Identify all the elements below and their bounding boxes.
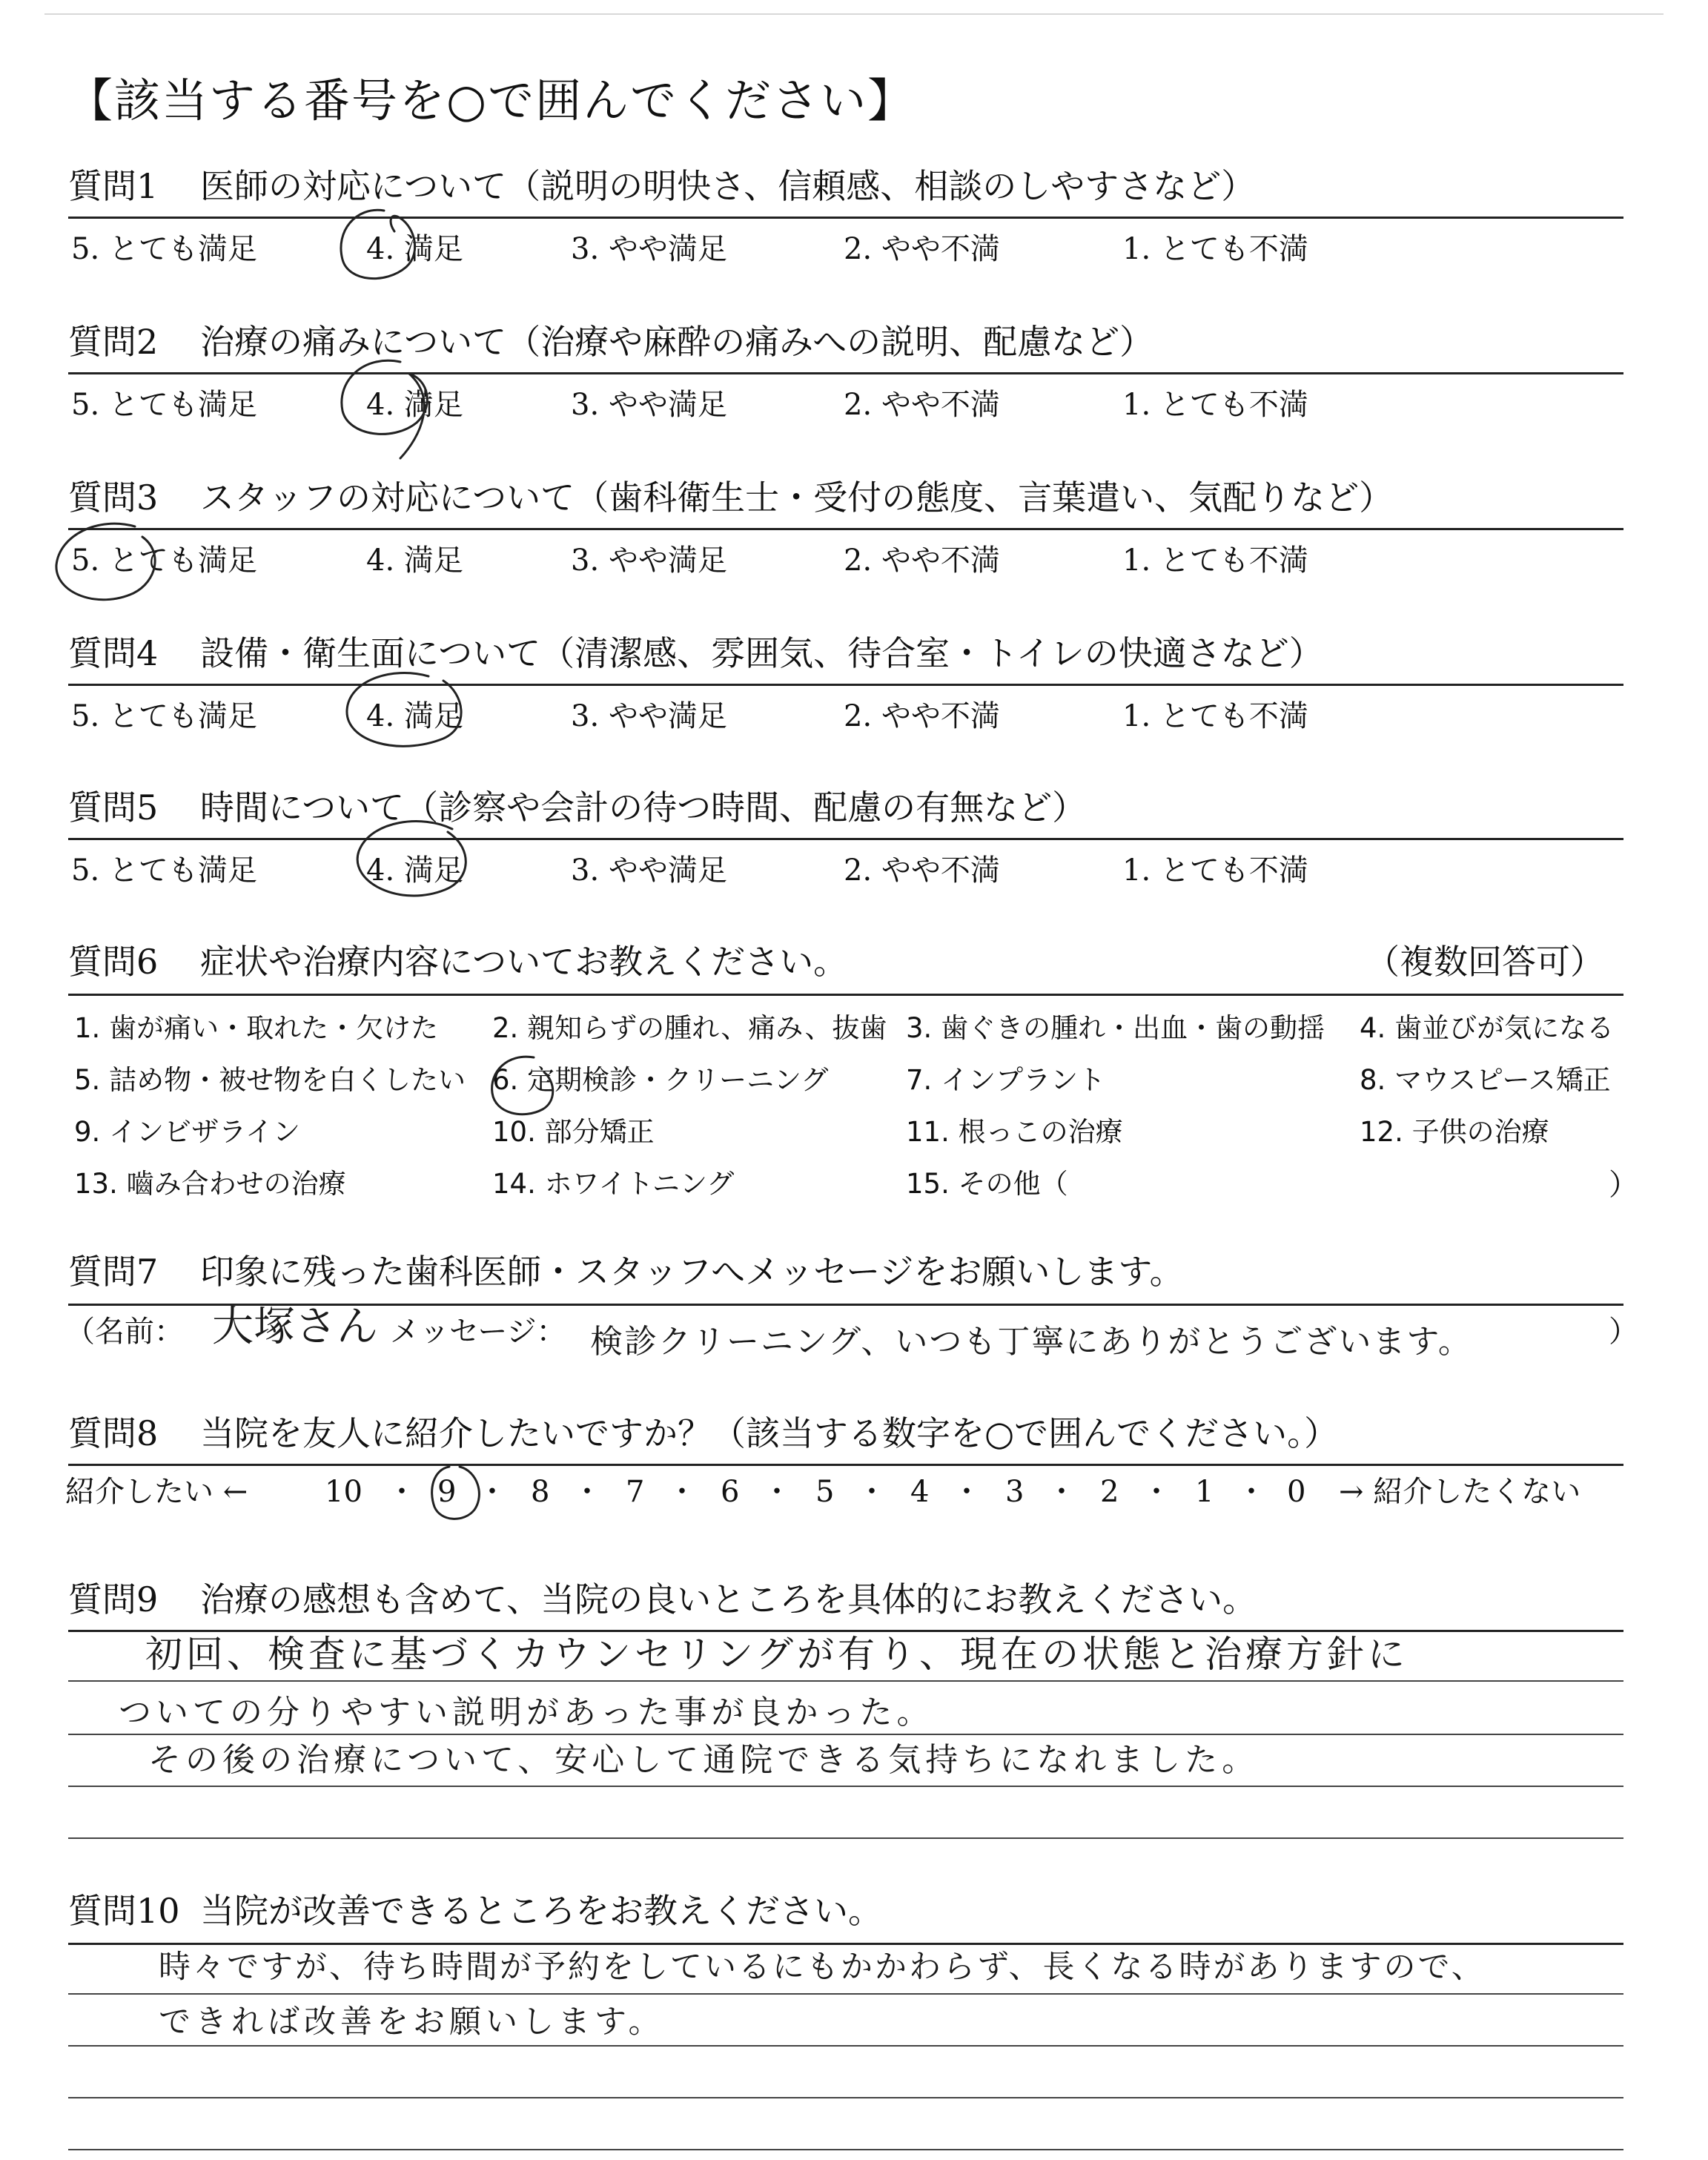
q6-option-10[interactable]: 10. 部分矯正	[492, 1116, 655, 1148]
q5-option-2[interactable]: 2. やや不満	[844, 853, 1000, 888]
q6-option-14[interactable]: 14. ホワイトニング	[492, 1168, 735, 1200]
q2-option-2[interactable]: 2. やや不満	[844, 388, 1000, 422]
answer-rule	[68, 1837, 1623, 1839]
question-6-rule	[68, 994, 1623, 996]
q4-option-4[interactable]: 4. 満足	[366, 699, 463, 733]
q7-closing-paren: ）	[1609, 1315, 1638, 1349]
q1-option-4[interactable]: 4. 満足	[366, 232, 463, 266]
q5-option-4[interactable]: 4. 満足	[366, 853, 463, 888]
question-number: 質問7	[68, 1252, 159, 1292]
question-3-title	[68, 478, 1394, 518]
question-3-rule	[68, 528, 1623, 530]
answer-rule	[68, 1680, 1623, 1682]
question-1-rule	[68, 217, 1623, 219]
answer-rule	[68, 1786, 1623, 1787]
q7-name-value[interactable]: 大塚さん	[212, 1303, 378, 1351]
q6-option-4[interactable]: 4. 歯並びが気になる	[1360, 1012, 1615, 1044]
q6-option-7[interactable]: 7. インプラント	[906, 1064, 1106, 1096]
q8-score-1[interactable]: 1	[1195, 1475, 1214, 1509]
q3-option-3[interactable]: 3. やや満足	[571, 544, 727, 578]
multiple-answers-note: （複数回答可）	[1366, 942, 1604, 982]
answer-rule	[68, 2097, 1623, 2098]
q8-score-8[interactable]: 8	[531, 1475, 550, 1509]
q6-option-15[interactable]: 15. その他（	[906, 1168, 1068, 1200]
q6-option-1[interactable]: 1. 歯が痛い・取れた・欠けた	[74, 1012, 439, 1044]
q8-separator: ・	[952, 1475, 982, 1509]
question-number: 質問3	[68, 478, 159, 518]
q2-option-1[interactable]: 1. とても不満	[1122, 388, 1308, 422]
question-4-rule	[68, 684, 1623, 686]
q6-option-8[interactable]: 8. マウスピース矯正	[1360, 1064, 1611, 1096]
q9-answer-line-3[interactable]: その後の治療について、安心して通院できる気持ちになれました。	[148, 1741, 1260, 1779]
q9-answer-line-1[interactable]: 初回、検査に基づくカウンセリングが有り、現在の状態と治療方針に	[145, 1633, 1409, 1676]
q6-option-6[interactable]: 6. 定期検診・クリーニング	[492, 1064, 829, 1096]
question-number: 質問8	[68, 1413, 159, 1453]
q8-score-6[interactable]: 6	[721, 1475, 740, 1509]
answer-rule	[68, 1734, 1623, 1735]
q9-answer-line-2[interactable]: ついての分りやすい説明があった事が良かった。	[119, 1694, 934, 1731]
question-text: スタッフの対応について（歯科衛生士・受付の態度、言葉遣い、気配りなど）	[200, 478, 1394, 518]
answer-rule	[68, 2149, 1623, 2150]
question-text: 治療の痛みについて（治療や麻酔の痛みへの説明、配慮など）	[200, 322, 1154, 362]
q3-option-2[interactable]: 2. やや不満	[844, 544, 1000, 578]
q8-separator: ・	[387, 1475, 417, 1509]
question-number: 質問6	[68, 942, 159, 982]
q8-score-4[interactable]: 4	[910, 1475, 930, 1509]
q8-right-label: → 紹介したくない	[1339, 1475, 1581, 1509]
q5-option-1[interactable]: 1. とても不満	[1122, 853, 1308, 888]
q8-left-label: 紹介したい ←	[65, 1475, 248, 1509]
q6-other-closing-paren: ）	[1609, 1168, 1638, 1202]
q7-message-value[interactable]: 検診クリーニング、いつも丁寧にありがとうございます。	[590, 1323, 1472, 1361]
question-2-rule	[68, 372, 1623, 374]
q3-option-1[interactable]: 1. とても不満	[1122, 544, 1308, 578]
q2-option-4[interactable]: 4. 満足	[366, 388, 463, 422]
question-text: 設備・衛生面について（清潔感、雰囲気、待合室・トイレの快適さなど）	[200, 633, 1323, 673]
q1-option-1[interactable]: 1. とても不満	[1122, 232, 1308, 266]
q5-option-5[interactable]: 5. とても満足	[71, 853, 257, 888]
q8-score-0[interactable]: 0	[1287, 1475, 1306, 1509]
question-number: 質問2	[68, 322, 159, 362]
q8-score-7[interactable]: 7	[626, 1475, 645, 1509]
question-text: 治療の感想も含めて、当院の良いところを具体的にお教えください。	[200, 1579, 1257, 1619]
q3-option-4[interactable]: 4. 満足	[366, 544, 463, 578]
q8-separator: ・	[857, 1475, 887, 1509]
question-10-title	[68, 1891, 882, 1931]
q6-option-3[interactable]: 3. 歯ぐきの腫れ・出血・歯の動揺	[906, 1012, 1325, 1044]
question-1-title	[68, 166, 1256, 206]
question-number: 質問10	[68, 1891, 180, 1931]
question-text: 当院を友人に紹介したいですか？（該当する数字を○で囲んでください。）	[200, 1413, 1339, 1453]
q6-option-9[interactable]: 9. インビザライン	[74, 1116, 300, 1148]
q8-score-5[interactable]: 5	[815, 1475, 835, 1509]
question-number: 質問4	[68, 633, 159, 673]
q8-score-2[interactable]: 2	[1100, 1475, 1119, 1509]
question-5-rule	[68, 838, 1623, 840]
question-number: 質問1	[68, 166, 159, 206]
question-text: 印象に残った歯科医師・スタッフへメッセージをお願いします。	[200, 1252, 1184, 1292]
q6-option-2[interactable]: 2. 親知らずの腫れ、痛み、抜歯	[492, 1012, 887, 1044]
q10-answer-line-2[interactable]: できれば改善をお願いします。	[159, 2004, 665, 2041]
q8-score-9[interactable]: 9	[437, 1475, 457, 1509]
q6-option-12[interactable]: 12. 子供の治療	[1360, 1116, 1549, 1148]
q1-option-3[interactable]: 3. やや満足	[571, 232, 727, 266]
question-6-title	[68, 942, 848, 982]
question-number: 質問9	[68, 1579, 159, 1619]
q3-option-5[interactable]: 5. とても満足	[71, 544, 257, 578]
page-heading: 【該当する番号を○で囲んでください】	[67, 73, 916, 128]
q6-option-5[interactable]: 5. 詰め物・被せ物を白くしたい	[74, 1064, 466, 1096]
q8-separator: ・	[1237, 1475, 1266, 1509]
question-text: 医師の対応について（説明の明快さ、信頼感、相談のしやすさなど）	[200, 166, 1256, 206]
q8-separator: ・	[1047, 1475, 1076, 1509]
q6-option-11[interactable]: 11. 根っこの治療	[906, 1116, 1123, 1148]
q8-separator: ・	[572, 1475, 602, 1509]
q2-option-3[interactable]: 3. やや満足	[571, 388, 727, 422]
question-number: 質問5	[68, 787, 159, 828]
top-border	[44, 13, 1664, 15]
q7-name-label: （名前：	[65, 1315, 184, 1349]
question-9-rule	[68, 1630, 1623, 1632]
question-text: 当院が改善できるところをお教えください。	[200, 1891, 882, 1931]
question-10-rule	[68, 1943, 1623, 1945]
q7-message-label: メッセージ：	[390, 1315, 566, 1349]
question-7-title	[68, 1252, 1184, 1292]
q1-option-5[interactable]: 5. とても満足	[71, 232, 257, 266]
q4-option-3[interactable]: 3. やや満足	[571, 699, 727, 733]
question-5-title	[68, 787, 1087, 828]
q8-score-3[interactable]: 3	[1005, 1475, 1025, 1509]
question-text: 時間について（診察や会計の待つ時間、配慮の有無など）	[200, 787, 1087, 828]
question-2-title	[68, 322, 1154, 362]
q8-score-10[interactable]: 10	[325, 1475, 363, 1509]
q4-option-5[interactable]: 5. とても満足	[71, 699, 257, 733]
q1-option-2[interactable]: 2. やや不満	[844, 232, 1000, 266]
q4-option-1[interactable]: 1. とても不満	[1122, 699, 1308, 733]
q10-answer-line-1[interactable]: 時々ですが、待ち時間が予約をしているにもかかわらず、長くなる時がありますので、	[159, 1949, 1486, 1986]
question-8-title	[68, 1413, 1339, 1453]
q6-option-13[interactable]: 13. 嚙み合わせの治療	[74, 1168, 346, 1200]
answer-rule	[68, 1993, 1623, 1995]
q2-option-5[interactable]: 5. とても満足	[71, 388, 257, 422]
question-4-title	[68, 633, 1323, 673]
answer-rule	[68, 2045, 1623, 2047]
question-8-rule	[68, 1464, 1623, 1466]
question-text: 症状や治療内容についてお教えください。	[200, 942, 848, 982]
q4-option-2[interactable]: 2. やや不満	[844, 699, 1000, 733]
q8-separator: ・	[1142, 1475, 1171, 1509]
question-9-title	[68, 1579, 1257, 1619]
q8-separator: ・	[477, 1475, 507, 1509]
q5-option-3[interactable]: 3. やや満足	[571, 853, 727, 888]
q8-separator: ・	[762, 1475, 792, 1509]
q8-separator: ・	[667, 1475, 697, 1509]
